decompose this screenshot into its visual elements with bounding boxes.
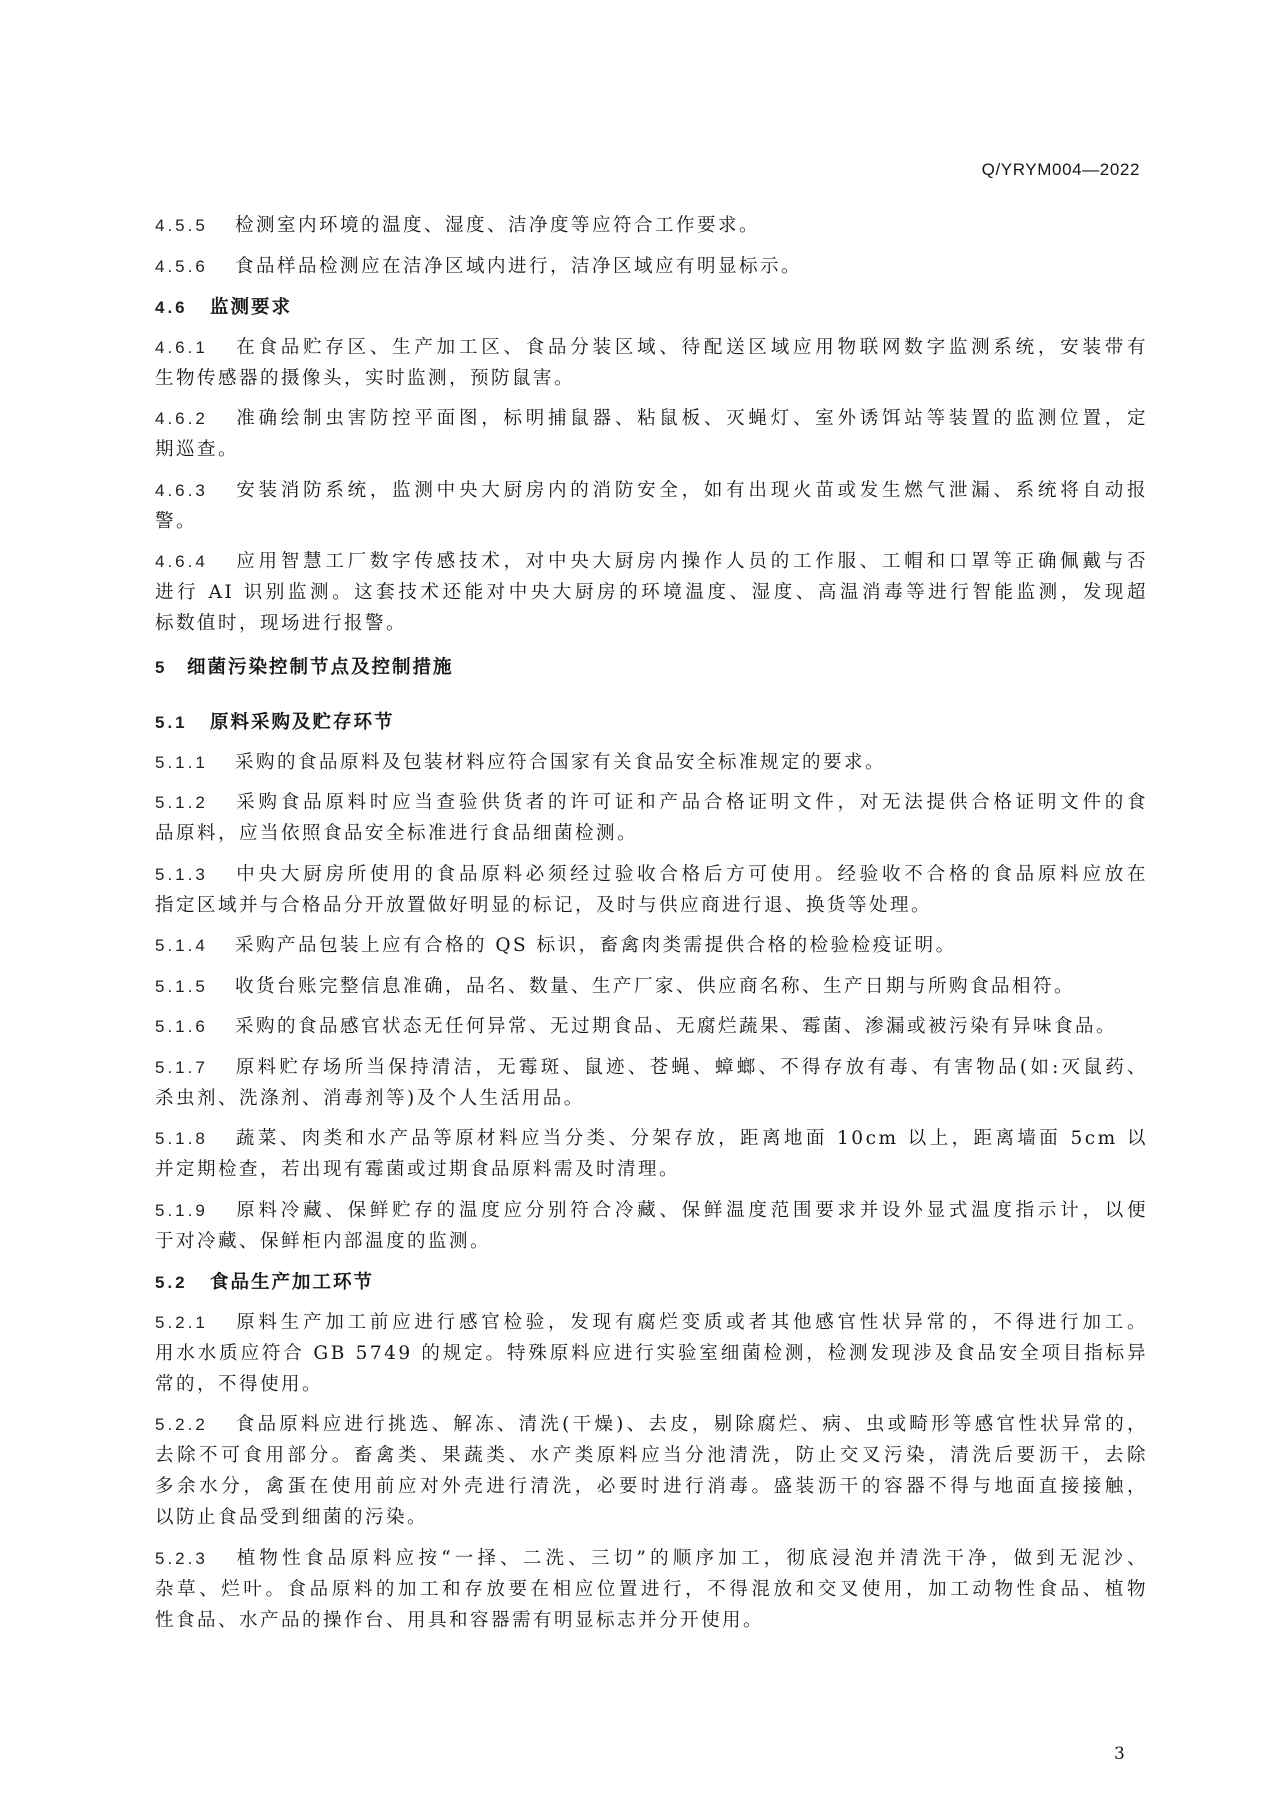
clause-text: 食品样品检测应在洁净区域内进行，洁净区域应有明显标示。 [235, 255, 803, 277]
clause-line: 以防止食品受到细菌的污染。 [155, 1507, 429, 1528]
clause-line [155, 546, 1148, 577]
clause-5-1-5 [155, 971, 1148, 1002]
heading-number: 5.1 [155, 713, 188, 732]
clause-text: 原料冷藏、保鲜贮存的温度应分别符合冷藏、保鲜温度范围要求并设外显式温度指示计，以便 [235, 1199, 1148, 1221]
heading-line [155, 1266, 1148, 1297]
document-code: Q/YRYM004—2022 [981, 160, 1140, 179]
clause-text: 收货台账完整信息准确，品名、数量、生产厂家、供应商名称、生产日期与所购食品相符。 [235, 975, 1076, 997]
clause-number: 5.1.7 [155, 1057, 208, 1077]
clause-text: 采购的食品感官状态无任何异常、无过期食品、无腐烂蔬果、霉菌、渗漏或被污染有异味食品。 [235, 1016, 1118, 1037]
clause-line: 多余水分，禽蛋在使用前应对外壳进行清洗，必要时进行消毒。盛装沥干的容器不得与地面直接接触， [155, 1476, 1148, 1497]
section-heading-5 [155, 651, 1148, 682]
clause-5-1-2 [155, 787, 1148, 849]
clause-line [155, 403, 1148, 434]
heading-line [155, 651, 1148, 682]
subsection-heading-4-6 [155, 291, 1148, 322]
clause-5-1-7 [155, 1052, 1148, 1114]
clause-5-2-3 [155, 1543, 1148, 1636]
clause-number: 5.1.5 [155, 976, 208, 996]
heading-title: 细菌污染控制节点及控制措施 [187, 656, 454, 677]
clause-5-1-3 [155, 859, 1148, 921]
clause-line [155, 930, 1148, 961]
clause-4-6-4 [155, 546, 1148, 639]
clause-number: 5.1.6 [155, 1017, 208, 1036]
clause-text: 准确绘制虫害防控平面图，标明捕鼠器、粘鼠板、灭蝇灯、室外诱饵站等装置的监测位置，定 [235, 408, 1148, 429]
clause-number: 4.6.4 [155, 552, 208, 571]
clause-line [155, 747, 1148, 778]
clause-line: 警。 [155, 510, 198, 532]
clause-line [155, 251, 1148, 282]
clause-text: 检测室内环境的温度、湿度、洁净度等应符合工作要求。 [235, 215, 761, 236]
clause-number: 4.5.6 [155, 256, 208, 276]
clause-line: 去除不可食用部分。畜禽类、果蔬类、水产类原料应当分池清洗，防止交叉污染，清洗后要沥干，去除 [155, 1445, 1148, 1466]
clause-line [155, 971, 1148, 1002]
clause-line [155, 787, 1148, 818]
clause-number: 4.6.1 [155, 337, 208, 357]
subsection-heading-5-2 [155, 1266, 1148, 1297]
clause-text: 原料贮存场所当保持清洁，无霉斑、鼠迹、苍蝇、蟑螂、不得存放有毒、有害物品(如:灭鼠药、 [235, 1056, 1148, 1078]
clause-line [155, 332, 1148, 363]
clause-number: 5.1.2 [155, 793, 208, 812]
clause-text: 安装消防系统，监测中央大厨房内的消防安全，如有出现火苗或发生燃气泄漏、系统将自动报 [235, 479, 1148, 501]
clause-line: 期巡查。 [155, 439, 240, 460]
clause-4-6-2 [155, 403, 1148, 465]
heading-title: 食品生产加工环节 [210, 1271, 375, 1292]
clause-text: 在食品贮存区、生产加工区、食品分装区域、待配送区域应用物联网数字监测系统，安装带有 [235, 336, 1148, 358]
clause-line [155, 1307, 1148, 1338]
clause-line: 并定期检查，若出现有霉菌或过期食品原料需及时清理。 [155, 1159, 681, 1180]
clause-line [155, 1409, 1148, 1440]
clause-line: 生物传感器的摄像头，实时监测，预防鼠害。 [155, 367, 576, 389]
heading-number: 4.6 [155, 298, 188, 317]
clause-number: 5.2.2 [155, 1415, 208, 1434]
clause-text: 采购食品原料时应当查验供货者的许可证和产品合格证明文件，对无法提供合格证明文件的食 [235, 792, 1148, 813]
clause-line [155, 1052, 1148, 1083]
clause-number: 5.2.1 [155, 1312, 208, 1332]
clause-line: 指定区域并与合格品分开放置做好明显的标记，及时与供应商进行退、换货等处理。 [155, 894, 933, 916]
clause-5-1-8 [155, 1123, 1148, 1185]
clause-number: 4.5.5 [155, 216, 208, 235]
clause-number: 5.1.8 [155, 1129, 208, 1148]
document-body [155, 210, 1148, 1645]
clause-line [155, 1011, 1148, 1042]
clause-line [155, 475, 1148, 506]
clause-text: 采购产品包装上应有合格的 QS 标识，畜禽肉类需提供合格的检验检疫证明。 [235, 935, 957, 956]
clause-line: 品原料，应当依照食品安全标准进行食品细菌检测。 [155, 823, 639, 844]
clause-4-6-3 [155, 475, 1148, 537]
clause-line: 进行 AI 识别监测。这套技术还能对中央大厨房的环境温度、湿度、高温消毒等进行智能监测，发现超 [155, 582, 1148, 603]
clause-number: 5.1.3 [155, 864, 208, 884]
clause-text: 采购的食品原料及包装材料应符合国家有关食品安全标准规定的要求。 [235, 751, 887, 773]
clause-number: 4.6.3 [155, 480, 208, 500]
clause-number: 5.1.9 [155, 1200, 208, 1220]
clause-text: 应用智慧工厂数字传感技术，对中央大厨房内操作人员的工作服、工帽和口罩等正确佩戴与否 [235, 551, 1148, 572]
clause-text: 植物性食品原料应按“一择、二洗、三切”的顺序加工，彻底浸泡并清洗干净，做到无泥沙、 [235, 1547, 1148, 1569]
clause-line: 常的，不得使用。 [155, 1373, 324, 1395]
heading-line [155, 291, 1148, 322]
heading-number: 5.2 [155, 1273, 188, 1292]
clause-5-2-1 [155, 1307, 1148, 1400]
clause-text: 蔬菜、肉类和水产品等原材料应当分类、分架存放，距离地面 10cm 以上，距离墙面 5cm 以 [235, 1128, 1148, 1149]
clause-4-6-1 [155, 332, 1148, 394]
heading-number: 5 [155, 658, 168, 677]
clause-line: 用水水质应符合 GB 5749 的规定。特殊原料应进行实验室细菌检测，检测发现涉及食品安全项目指标异 [155, 1342, 1148, 1364]
clause-line [155, 210, 1148, 241]
clause-line [155, 859, 1148, 890]
heading-title: 监测要求 [210, 296, 293, 317]
clause-line [155, 1195, 1148, 1226]
subsection-heading-5-1 [155, 706, 1148, 737]
clause-5-2-2 [155, 1409, 1148, 1533]
clause-4-5-6 [155, 251, 1148, 282]
clause-line [155, 1123, 1148, 1154]
clause-text: 中央大厨房所使用的食品原料必须经过验收合格后方可使用。经验收不合格的食品原料应放在 [235, 863, 1148, 885]
clause-line [155, 1543, 1148, 1574]
clause-text: 原料生产加工前应进行感官检验，发现有腐烂变质或者其他感官性状异常的，不得进行加工。 [235, 1311, 1148, 1333]
clause-line: 标数值时，现场进行报警。 [155, 613, 408, 634]
heading-line [155, 706, 1148, 737]
clause-text: 食品原料应进行挑选、解冻、清洗(干燥)、去皮，剔除腐烂、病、虫或畸形等感官性状异常的， [235, 1414, 1148, 1435]
clause-5-1-6 [155, 1011, 1148, 1042]
clause-number: 4.6.2 [155, 409, 208, 428]
heading-title: 原料采购及贮存环节 [210, 711, 395, 732]
clause-line: 杂草、烂叶。食品原料的加工和存放要在相应位置进行，不得混放和交叉使用，加工动物性食品、植物 [155, 1578, 1148, 1600]
clause-line: 性食品、水产品的操作台、用具和容器需有明显标志并分开使用。 [155, 1609, 765, 1631]
page-number: 3 [1114, 1744, 1125, 1764]
clause-number: 5.1.1 [155, 752, 208, 772]
clause-line: 杀虫剂、洗涤剂、消毒剂等)及个人生活用品。 [155, 1087, 585, 1109]
clause-number: 5.1.4 [155, 936, 208, 955]
clause-5-1-1 [155, 747, 1148, 778]
clause-5-1-4 [155, 930, 1148, 961]
clause-5-1-9 [155, 1195, 1148, 1257]
clause-4-5-5 [155, 210, 1148, 241]
clause-number: 5.2.3 [155, 1548, 208, 1568]
clause-line: 于对冷藏、保鲜柜内部温度的监测。 [155, 1230, 492, 1252]
